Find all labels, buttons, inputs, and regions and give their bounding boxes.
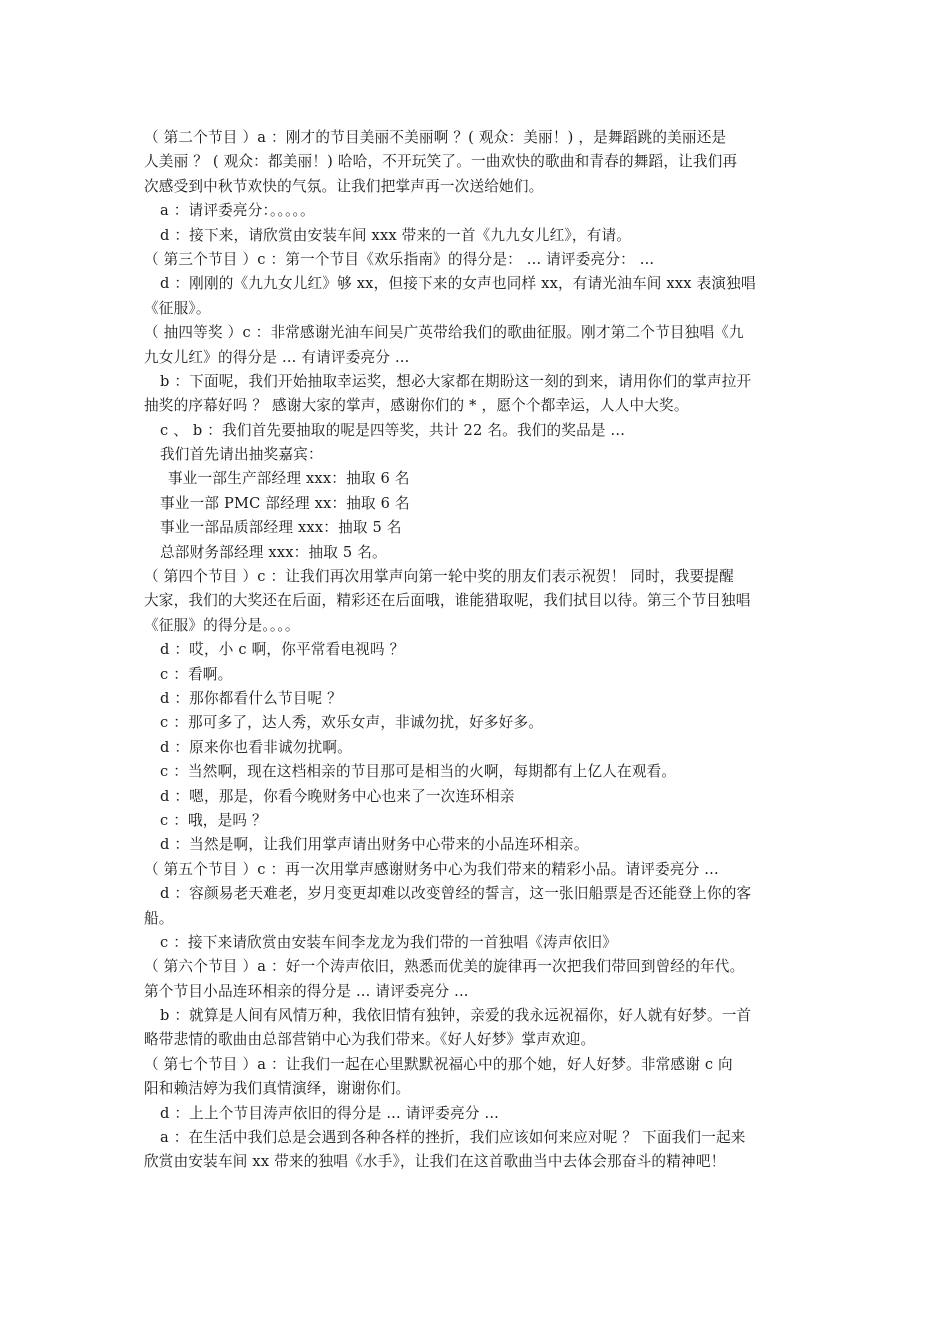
text-line: d ：上上个节目涛声依旧的得分是 ... 请评委亮分 ... bbox=[160, 1104, 500, 1122]
text-line: d ：容颜易老天难老，岁月变更却难以改变曾经的誓言，这一张旧船票是否还能登上你的客 bbox=[160, 885, 752, 903]
text-line: b ：下面呢，我们开始抽取幸运奖，想必大家都在期盼这一刻的到来，请用你们的掌声拉开 bbox=[160, 372, 752, 390]
text-line: d ：原来你也看非诚勿扰啊。 bbox=[160, 738, 352, 756]
text-line: （ 第二个节目 ）a ：刚才的节目美丽不美丽啊 ？( 观众：美丽！) ，是舞蹈跳的美丽还是 bbox=[144, 129, 727, 146]
text-line: （ 第五个节目 ）c ：再一次用掌声感谢财务中心为我们带来的精彩小品。请评委亮分 ... bbox=[144, 860, 719, 878]
text-line: （ 抽四等奖 ）c ：非常感谢光油车间吴广英带给我们的歌曲征服。刚才第二个节目独唱《九 bbox=[144, 324, 744, 342]
text-line: 欣赏由安装车间 xx 带来的独唱《水手》，让我们在这首歌曲当中去体会那奋斗的精神吧！ bbox=[144, 1153, 726, 1171]
text-line: 《征服》的得分是。。。。 bbox=[144, 616, 300, 634]
text-line: a ：请评委亮分：。。。。。 bbox=[160, 202, 315, 220]
text-line: 我们首先请出抽奖嘉宾： bbox=[160, 446, 323, 464]
document-page bbox=[144, 126, 808, 1175]
text-line: 次感受到中秋节欢快的气氛。让我们把掌声再一次送给她们。 bbox=[144, 177, 544, 195]
text-line: 大家，我们的大奖还在后面，精彩还在后面哦，谁能猎取呢，我们拭目以待。第三个节目独唱 bbox=[144, 592, 751, 610]
text-line: b ：就算是人间有风情万种，我依旧情有独钟，亲爱的我永远祝福你，好人就有好梦。一首 bbox=[160, 1007, 752, 1025]
text-line: d ：接下来，请欣赏由安装车间 xxx 带来的一首《九九女儿红》，有请。 bbox=[160, 226, 632, 244]
text-line: a ：在生活中我们总是会遇到各种各样的挫折，我们应该如何来应对呢 ？ 下面我们一起来 bbox=[160, 1129, 746, 1147]
text-line: 事业一部品质部经理 xxx：抽取 5 名 bbox=[160, 519, 402, 537]
text-line: c 、 b ：我们首先要抽取的呢是四等奖，共计 22 名。我们的奖品是 ... bbox=[160, 421, 626, 439]
text-line: d ：当然是啊，让我们用掌声请出财务中心带来的小品连环相亲。 bbox=[160, 836, 589, 854]
text-line: （ 第三个节目 ）c ：第一个节目《欢乐指南》的得分是： ... 请评委亮分： ... bbox=[144, 250, 655, 268]
text-line: 第个节目小品连环相亲的得分是 ... 请评委亮分 ... bbox=[144, 982, 469, 1000]
text-line: 《征服》。 bbox=[144, 299, 211, 317]
text-line: （ 第六个节目 ）a ：好一个涛声依旧，熟悉而优美的旋律再一次把我们带回到曾经的年代。 bbox=[144, 958, 745, 976]
text-line: c ：当然啊，现在这档相亲的节目那可是相当的火啊，每期都有上亿人在观看。 bbox=[160, 763, 677, 781]
text-line: 阳和赖洁婷为我们真情演绎，谢谢你们。 bbox=[144, 1080, 411, 1098]
text-line: c ：哦，是吗 ？ bbox=[160, 811, 267, 829]
text-line: 抽奖的序幕好吗 ？ 感谢大家的掌声，感谢你们的 * ，愿个个都幸运，人人中大奖。 bbox=[144, 397, 689, 415]
text-line: d ：嗯，那是，你看今晚财务中心也来了一次连环相亲 bbox=[160, 787, 515, 805]
text-line: 总部财务部经理 xxx：抽取 5 名。 bbox=[160, 543, 387, 561]
text-line: c ：接下来请欣赏由安装车间李龙龙为我们带的一首独唱《涛声依旧》 bbox=[160, 933, 618, 951]
text-line: （ 第四个节目 ）c ：让我们再次用掌声向第一轮中奖的朋友们表示祝贺！ 同时，我要提醒 bbox=[144, 568, 734, 586]
text-line: 事业一部生产部经理 xxx：抽取 6 名 bbox=[168, 470, 410, 488]
text-line: d ：哎，小 c 啊，你平常看电视吗 ？ bbox=[160, 641, 405, 659]
text-line: c ：看啊。 bbox=[160, 665, 233, 683]
text-line: 船。 bbox=[144, 909, 174, 927]
text-line: d ：刚刚的《九九女儿红》够 xx，但接下来的女声也同样 xx，有请光油车间 xxx 表演独唱 bbox=[160, 275, 756, 293]
text-line: 九女儿红》的得分是 ... 有请评委亮分 ... bbox=[144, 348, 410, 366]
text-line: 人美丽 ？ ( 观众：都美丽！) 哈哈，不开玩笑了。一曲欢快的歌曲和青春的舞蹈，让我们再 bbox=[144, 153, 738, 171]
text-line: （ 第七个节目 ）a ：让我们一起在心里默默祝福心中的那个她，好人好梦。非常感谢 c 向 bbox=[144, 1055, 733, 1073]
text-line: 事业一部 PMC 部经理 xx：抽取 6 名 bbox=[160, 494, 410, 512]
text-line: 略带悲情的歌曲由总部营销中心为我们带来。《好人好梦》掌声欢迎。 bbox=[144, 1031, 596, 1049]
text-line: d ：那你都看什么节目呢 ？ bbox=[160, 689, 342, 707]
text-line: c ：那可多了，达人秀，欢乐女声，非诚勿扰，好多好多。 bbox=[160, 714, 544, 732]
